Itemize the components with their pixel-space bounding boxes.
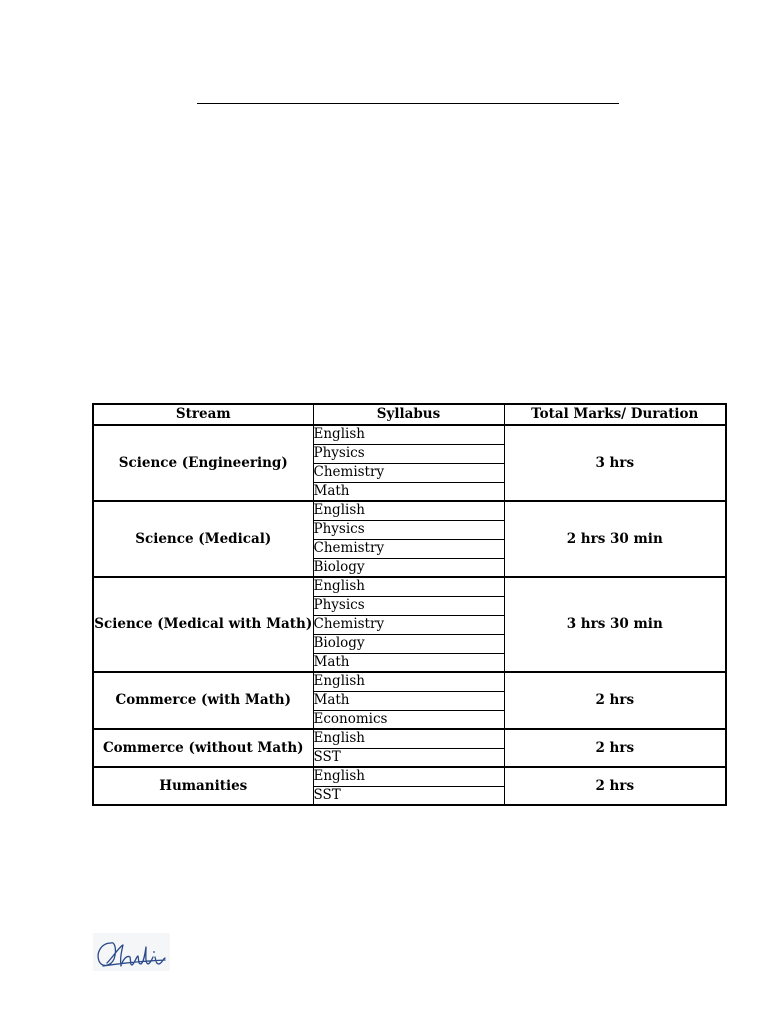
table-header-row (93, 404, 726, 425)
header-duration: Total Marks/ Duration (504, 404, 726, 425)
subject-cell: Math (313, 691, 504, 710)
duration-cell: 2 hrs (504, 672, 726, 729)
subject-cell: Physics (313, 444, 504, 463)
subject-cell: SST (313, 748, 504, 767)
duration-cell: 3 hrs (504, 425, 726, 501)
table-row (93, 501, 726, 520)
table-row (93, 729, 726, 748)
subject-cell: English (313, 425, 504, 444)
syllabus-table (92, 403, 727, 806)
subject-cell: English (313, 501, 504, 520)
header-syllabus: Syllabus (313, 404, 504, 425)
stream-cell: Commerce (with Math) (93, 672, 313, 729)
table-row (93, 425, 726, 444)
duration-cell: 2 hrs (504, 729, 726, 767)
subject-cell: Chemistry (313, 539, 504, 558)
subject-cell: Math (313, 482, 504, 501)
subject-cell: English (313, 577, 504, 596)
top-divider-line (197, 103, 619, 104)
stream-cell: Commerce (without Math) (93, 729, 313, 767)
stream-cell: Science (Medical) (93, 501, 313, 577)
subject-cell: Chemistry (313, 463, 504, 482)
subject-cell: Chemistry (313, 615, 504, 634)
stream-cell: Science (Engineering) (93, 425, 313, 501)
subject-cell: Biology (313, 634, 504, 653)
duration-cell: 2 hrs 30 min (504, 501, 726, 577)
signature-scribble (93, 933, 170, 971)
duration-cell: 2 hrs (504, 767, 726, 805)
subject-cell: English (313, 672, 504, 691)
duration-cell: 3 hrs 30 min (504, 577, 726, 672)
subject-cell: English (313, 729, 504, 748)
header-stream: Stream (93, 404, 313, 425)
table-row (93, 577, 726, 596)
subject-cell: Economics (313, 710, 504, 729)
signature-image (93, 933, 170, 971)
stream-cell: Humanities (93, 767, 313, 805)
subject-cell: English (313, 767, 504, 786)
subject-cell: Math (313, 653, 504, 672)
subject-cell: SST (313, 786, 504, 805)
subject-cell: Physics (313, 520, 504, 539)
stream-cell: Science (Medical with Math) (93, 577, 313, 672)
table-row (93, 767, 726, 786)
table-row (93, 672, 726, 691)
subject-cell: Biology (313, 558, 504, 577)
subject-cell: Physics (313, 596, 504, 615)
